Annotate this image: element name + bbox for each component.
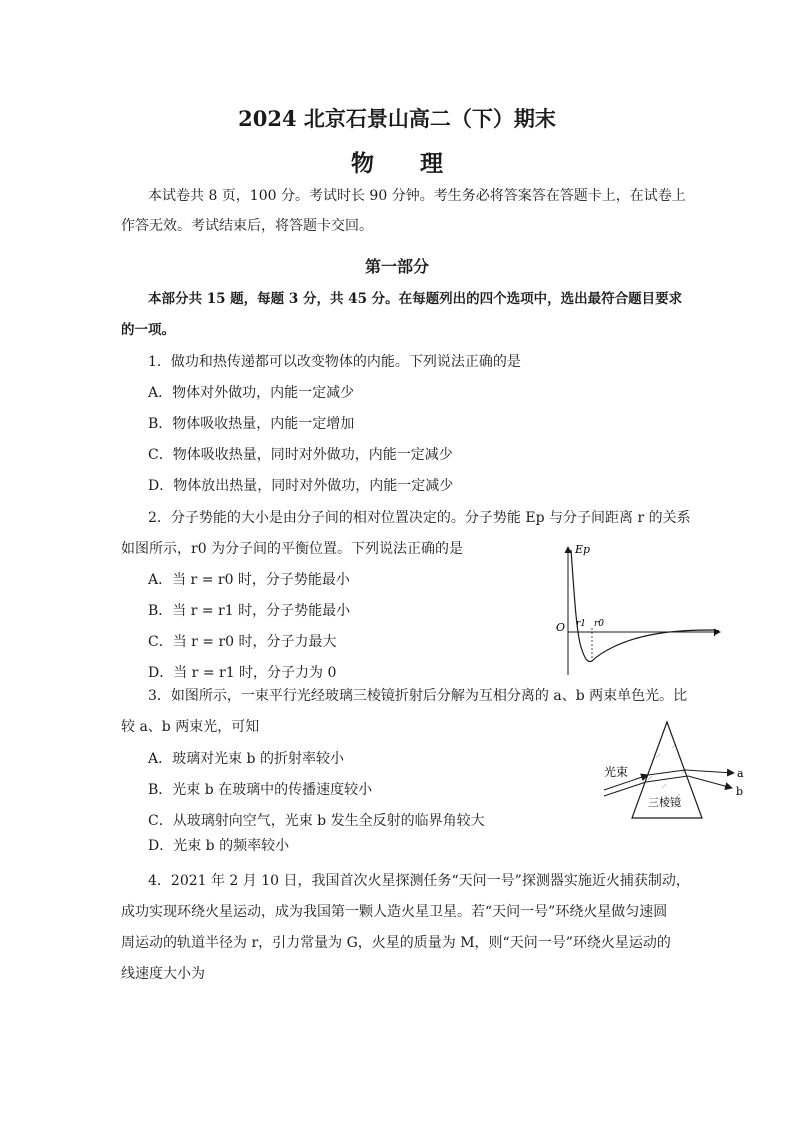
outgoing-ray-a — [685, 770, 734, 773]
q2-stem-line-1: 2．分子势能的大小是由分子间的相对位置决定的。分子势能 Ep 与分子间距离 r 的关系 — [148, 510, 691, 526]
q1-stem: 1．做功和热传递都可以改变物体的内能。下列说法正确的是 — [148, 354, 521, 370]
beam-label: 光束 — [604, 765, 629, 779]
q4-line-3: 周运动的轨道半径为 r，引力常量为 G，火星的质量为 M，则“天问一号”环绕火星运动的 — [121, 935, 671, 951]
ray-b-label: b — [736, 785, 744, 798]
incident-beam-lower — [604, 782, 646, 796]
ep-axis-label: Ep — [575, 543, 591, 556]
q1-option-c: C．物体吸收热量，同时对外做功，内能一定减少 — [148, 447, 453, 463]
q3-option-c: C．从玻璃射向空气，光束 b 发生全反射的临界角较大 — [148, 813, 485, 829]
exam-title: 2024 北京石景山高二（下）期末 — [238, 106, 556, 131]
prism-diagram — [602, 718, 752, 822]
q1-option-b: B．物体吸收热量，内能一定增加 — [148, 416, 355, 432]
outgoing-ray-b — [688, 776, 732, 788]
q3-stem-line-2: 较 a、b 两束光，可知 — [121, 719, 260, 735]
part-description-line-1: 本部分共 15 题，每题 3 分，共 45 分。在每题列出的四个选项中，选出最符合题目要求 — [148, 291, 683, 307]
subject-title: 物理 — [351, 150, 489, 177]
refracted-ray-a — [648, 770, 685, 775]
r0-label: r0 — [594, 619, 605, 629]
part-heading: 第一部分 — [364, 257, 429, 276]
part-description-line-2: 的一项。 — [121, 322, 175, 338]
q1-option-d: D．物体放出热量，同时对外做功，内能一定减少 — [148, 478, 454, 494]
origin-label: O — [556, 621, 566, 634]
q2-option-c: C．当 r = r0 时，分子力最大 — [148, 634, 337, 650]
q2-stem-line-2: 如图所示，r0 为分子间的平衡位置。下列说法正确的是 — [121, 541, 464, 557]
q3-option-b: B．光束 b 在玻璃中的传播速度较小 — [148, 782, 373, 798]
ray-a-label: a — [737, 767, 744, 780]
r1-label: r1 — [576, 619, 587, 629]
potential-curve — [571, 550, 715, 662]
intro-line-2: 作答无效。考试结束后，将答题卡交回。 — [121, 218, 373, 234]
q2-option-b: B．当 r = r1 时，分子势能最小 — [148, 603, 351, 619]
intro-line-1: 本试卷共 8 页，100 分。考试时长 90 分钟。考生务必将答案答在答题卡上，在试卷上 — [148, 188, 686, 204]
potential-energy-graph — [550, 535, 730, 680]
q4-line-1: 4．2021 年 2 月 10 日，我国首次火星探测任务“天问一号”探测器实施近火捕获制动， — [148, 873, 690, 889]
r-axis-label: r — [713, 626, 719, 639]
q2-option-d: D．当 r = r1 时，分子力为 0 — [148, 665, 337, 681]
q4-line-4: 线速度大小为 — [121, 966, 205, 982]
q3-stem-line-1: 3．如图所示，一束平行光经玻璃三棱镜折射后分解为互相分离的 a、b 两束单色光。比 — [148, 688, 688, 704]
prism-label: 三棱镜 — [648, 796, 681, 809]
q3-option-d: D．光束 b 的频率较小 — [148, 838, 290, 854]
q1-option-a: A．物体对外做功，内能一定减少 — [148, 385, 355, 401]
q4-line-2: 成功实现环绕火星运动，成为我国第一颗人造火星卫星。若“天问一号”环绕火星做匀速圆 — [121, 904, 668, 920]
refracted-ray-b — [646, 776, 688, 782]
q3-option-a: A．玻璃对光束 b 的折射率较小 — [148, 751, 344, 767]
q2-option-a: A．当 r = r0 时，分子势能最小 — [148, 572, 350, 588]
